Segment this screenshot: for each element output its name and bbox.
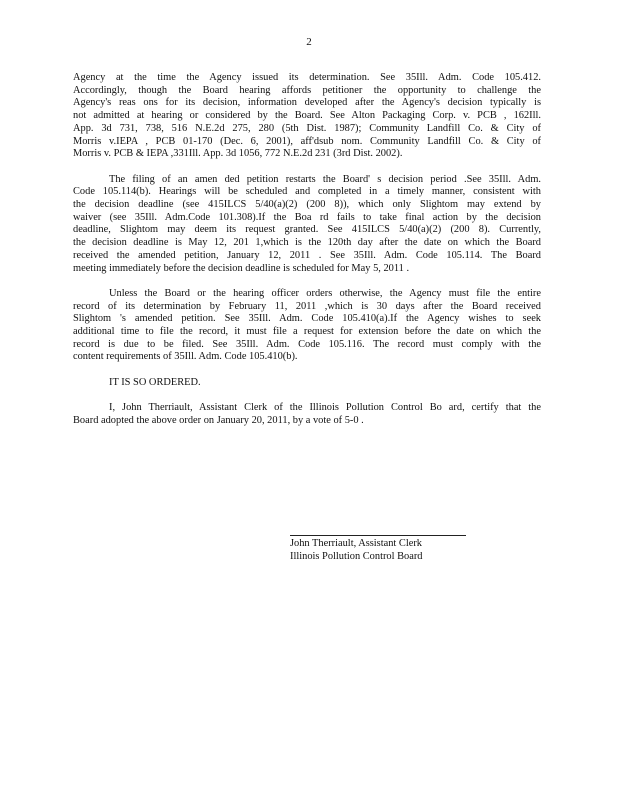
text-line: Agency at the time the Agency issued its determination. See 35Ill. Adm. Code 105.412. [73, 72, 541, 83]
text-line: Morris v.IEPA , PCB 01-170 (Dec. 6, 2001), aff'dsub nom. Community Landfill Co. & City of [73, 135, 541, 147]
text-line: Slightom 's amended petition. See 35Ill. Adm. Code 105.410(a).If the Agency wishes to seek [73, 313, 541, 325]
text-line: record is due to be filed. See 35Ill. Adm. Code 105.116. The record must comply with the [73, 338, 541, 350]
text-line: deadline, Slightom may deem its request granted. See 415ILCS 5/40(a)(2) (200 8). Currently, [73, 224, 541, 236]
text-line: I, John Therriault, Assistant Clerk of the Illinois Pollution Control Bo ard, certify that the [109, 402, 541, 414]
text-line: content requirements of 35Ill. Adm. Code 105.410(b). [73, 351, 298, 363]
text-line: record of its determination by February 11, 2011 ,which is 30 days after the Board received [73, 300, 541, 312]
text-line: Unless the Board or the hearing officer orders otherwise, the Agency must file the entire [109, 287, 541, 299]
paragraph-agency-determination [73, 72, 541, 161]
text-line: received the amended petition, January 12, 2011 . See 35Ill. Adm. Code 105.114. The Board [73, 249, 541, 261]
signatory-organization: Illinois Pollution Control Board [290, 551, 423, 562]
signature-block [290, 537, 423, 563]
page-number: 2 [306, 36, 312, 48]
text-line: Accordingly, though the Board hearing affords petitioner the opportunity to challenge the [73, 84, 541, 96]
text-line: additional time to file the record, it must file a request for extension before the date on which the [73, 326, 541, 338]
text-line: Agency's reas ons for its decision, information developed after the Agency's decision typically is [73, 97, 541, 109]
text-line: waiver (see 35Ill. Adm.Code 101.308).If the Boa rd fails to take final action by the decision [73, 211, 541, 223]
paragraph-record-filing [73, 288, 541, 364]
text-line: the decision deadline (see 415ILCS 5/40(a)(2) (200 8)), which only Slightom may extend by [73, 199, 541, 211]
text-line: the decision deadline is May 12, 201 1,which is the 120th day after the date on which the Board [73, 237, 541, 249]
signature-line [290, 535, 466, 536]
text-line: The filing of an amen ded petition restarts the Board' s decision period .See 35Ill. Adm. [109, 173, 541, 185]
signatory-name: John Therriault, Assistant Clerk [290, 538, 422, 549]
text-line: not admitted at hearing or considered by the Board. See Alton Packaging Corp. v. PCB , 162Ill. [73, 110, 541, 122]
document-body [73, 72, 541, 440]
paragraph-certification [73, 402, 541, 427]
text-line: App. 3d 731, 738, 516 N.E.2d 275, 280 (5th Dist. 1987); Community Landfill Co. & City of [73, 122, 541, 134]
so-ordered-statement: IT IS SO ORDERED. [109, 376, 201, 388]
text-line: Morris v. PCB & IEPA ,331Ill. App. 3d 1056, 772 N.E.2d 231 (3rd Dist. 2002). [73, 148, 403, 160]
paragraph-amended-petition [73, 174, 541, 276]
text-line: meeting immediately before the decision deadline is scheduled for May 5, 2011 . [73, 262, 410, 274]
text-line: Board adopted the above order on January 20, 2011, by a vote of 5-0 . [73, 414, 364, 426]
text-line: Code 105.114(b). Hearings will be scheduled and completed in a timely manner, consistent with [73, 186, 541, 198]
